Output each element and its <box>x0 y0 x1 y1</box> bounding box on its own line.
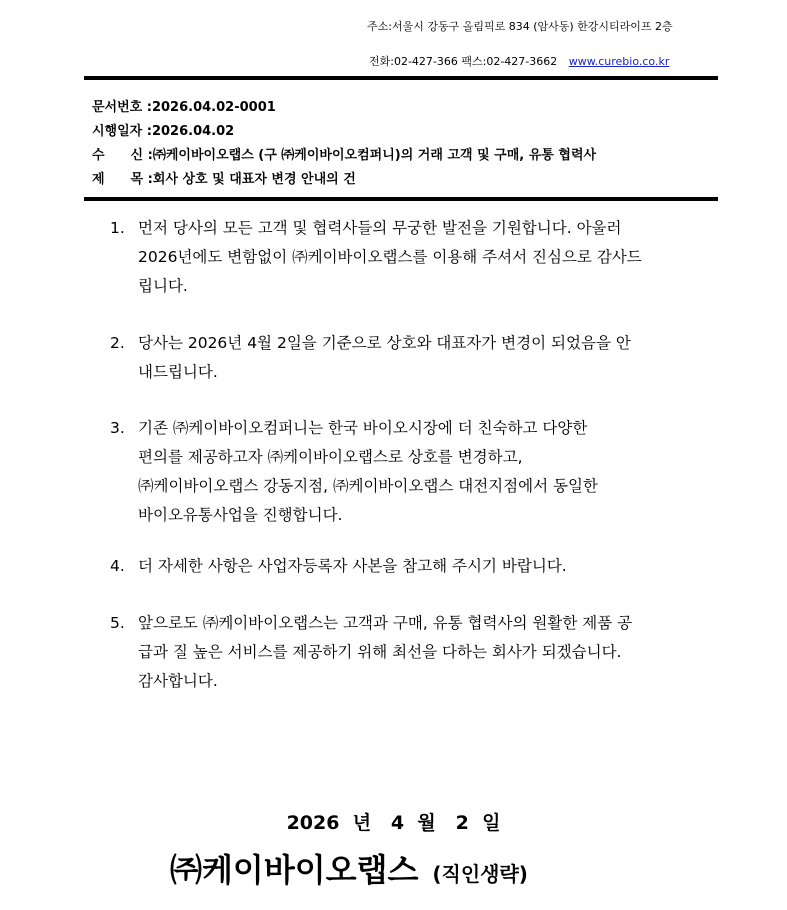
issue-date: 2026.04.02 <box>151 124 235 139</box>
date-year: 2026 <box>286 812 340 834</box>
company-name: ㈜케이바이오랩스 <box>170 851 419 889</box>
date-month: 4 <box>390 812 405 834</box>
website-link[interactable]: www.curebio.co.kr <box>568 55 670 68</box>
doc-number-row <box>92 96 276 115</box>
item-line: 립니다. <box>138 277 188 295</box>
seal-omitted-note: (직인생략) <box>432 862 528 886</box>
issue-date-label: 시행일자 : <box>92 124 152 139</box>
date-day-unit: 일 <box>482 812 501 834</box>
doc-number-label: 문서번호 : <box>92 100 152 115</box>
item-line: 먼저 당사의 모든 고객 및 협력사들의 무궁한 발전을 기원합니다. 아울러 <box>138 219 622 237</box>
list-item-3 <box>110 414 708 530</box>
list-item-5 <box>110 609 708 696</box>
item-number: 1. <box>110 219 125 237</box>
item-number: 5. <box>110 614 125 632</box>
item-number: 2. <box>110 334 125 352</box>
date-year-unit: 년 <box>352 812 372 834</box>
item-line: 감사합니다. <box>138 672 218 690</box>
company-signature <box>170 845 528 891</box>
list-item-4 <box>110 552 708 581</box>
bottom-divider <box>84 197 718 201</box>
item-line: 더 자세한 사항은 사업자등록자 사본을 참고해 주시기 바랍니다. <box>138 557 567 575</box>
item-line: 내드립니다. <box>138 363 218 381</box>
item-line: ㈜케이바이오랩스 강동지점, ㈜케이바이오랩스 대전지점에서 동일한 <box>138 477 598 495</box>
item-line: 앞으로도 ㈜케이바이오랩스는 고객과 구매, 유통 협력사의 원활한 제품 공 <box>138 614 633 632</box>
top-divider <box>84 76 718 80</box>
recipient-label: 수 신 : <box>92 148 153 163</box>
subject-row <box>92 168 356 187</box>
recipient-row <box>92 144 596 163</box>
subject: 회사 상호 및 대표자 변경 안내의 건 <box>152 172 356 187</box>
list-item-1 <box>110 214 708 301</box>
company-address: 주소:서울시 강동구 올림픽로 834 (암사동) 한강시티라이프 2층 <box>367 20 673 33</box>
item-number: 3. <box>110 419 125 437</box>
date-day: 2 <box>455 812 469 834</box>
item-number: 4. <box>110 557 125 575</box>
item-line: 바이오유통사업을 진행합니다. <box>138 506 343 524</box>
issue-date-row <box>92 120 234 139</box>
signature-date <box>0 808 787 835</box>
contact-line <box>369 53 669 69</box>
subject-label: 제 목 : <box>92 172 153 187</box>
item-line: 편의를 제공하고자 ㈜케이바이오랩스로 상호를 변경하고, <box>138 448 523 466</box>
item-line: 기존 ㈜케이바이오컴퍼니는 한국 바이오시장에 더 친숙하고 다양한 <box>138 419 588 437</box>
date-month-unit: 월 <box>417 812 436 834</box>
item-line: 급과 질 높은 서비스를 제공하기 위해 최선을 다하는 회사가 되겠습니다. <box>138 643 622 661</box>
list-item-2 <box>110 329 708 387</box>
item-line: 당사는 2026년 4월 2일을 기준으로 상호와 대표자가 변경이 되었음을 안 <box>138 334 631 352</box>
doc-number: 2026.04.02-0001 <box>151 100 276 115</box>
recipient: ㈜케이바이오랩스 (구 ㈜케이바이오컴퍼니)의 거래 고객 및 구매, 유통 협력사 <box>152 148 597 163</box>
item-line: 2026년에도 변함없이 ㈜케이바이오랩스를 이용해 주셔서 진심으로 감사드 <box>138 248 642 266</box>
phone-fax: 전화:02-427-366 팩스:02-427-3662 <box>369 55 558 68</box>
